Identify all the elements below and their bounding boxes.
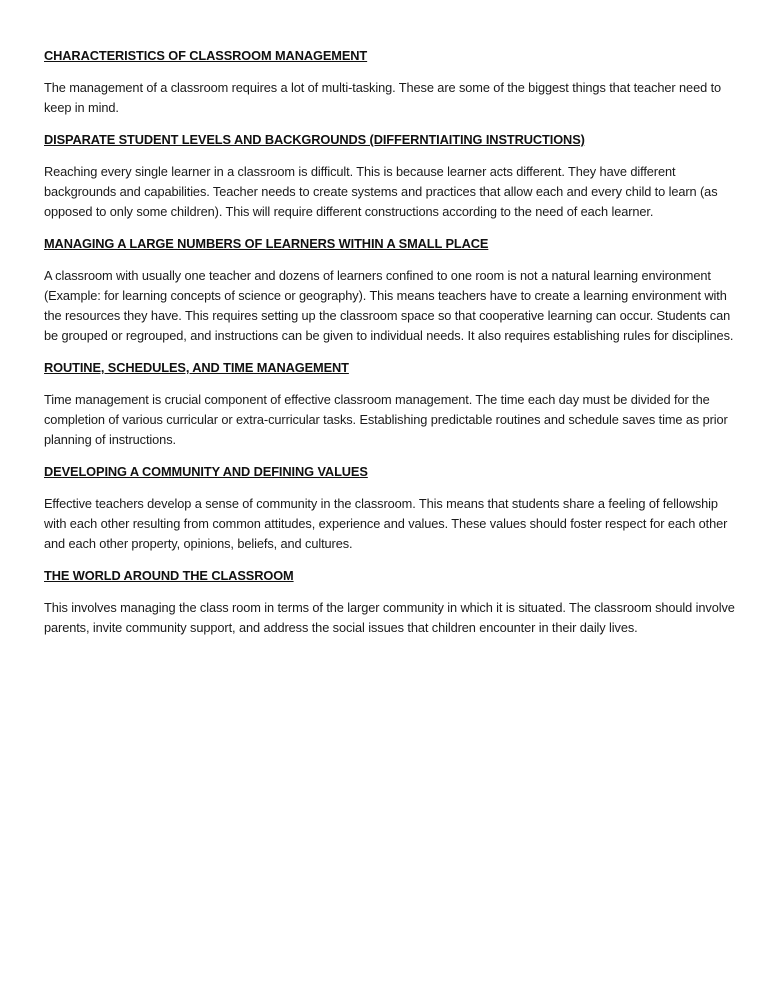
section-paragraph: Reaching every single learner in a classroom is difficult. This is because learner acts different. They have different backgrounds and capabilities. Teacher needs to create systems and practices that allow each and every child to learn (as opposed to only some children). This will require different constructions according to the need of each learner. <box>44 164 718 219</box>
section-managing-learners <box>44 234 743 346</box>
section-developing-community <box>44 462 743 554</box>
section-paragraph: A classroom with usually one teacher and dozens of learners confined to one room is not a natural learning environment (Example: for learning concepts of science or geography). This means teachers have to create a learning environment with the resources they have. This requires setting up the classroom space so that cooperative learning can occur. Students can be grouped or regrouped, and instructions can be given to individual needs. It also requires establishing rules for disciplines. <box>44 268 734 343</box>
section-heading: MANAGING A LARGE NUMBERS OF LEARNERS WITHIN A SMALL PLACE <box>44 236 489 251</box>
section-heading: DEVELOPING A COMMUNITY AND DEFINING VALUES <box>44 464 368 479</box>
section-heading: CHARACTERISTICS OF CLASSROOM MANAGEMENT <box>44 48 368 63</box>
section-heading: ROUTINE, SCHEDULES, AND TIME MANAGEMENT <box>44 360 349 375</box>
section-paragraph: Time management is crucial component of effective classroom management. The time each day must be divided for the completion of various curricular or extra-curricular tasks. Establishing predictable routines and schedule saves time as prior planning of instructions. <box>44 392 728 447</box>
section-heading: THE WORLD AROUND THE CLASSROOM <box>44 568 294 583</box>
section-characteristics <box>44 46 743 118</box>
section-disparate-levels <box>44 130 743 222</box>
section-paragraph: The management of a classroom requires a lot of multi-tasking. These are some of the biggest things that teacher need to keep in mind. <box>44 80 722 115</box>
section-routine-schedules <box>44 358 743 450</box>
section-paragraph: Effective teachers develop a sense of community in the classroom. This means that students share a feeling of fellowship with each other resulting from common attitudes, experience and values. These values should foster respect for each other and each other property, opinions, beliefs, and cultures. <box>44 496 728 551</box>
section-world-around <box>44 566 743 638</box>
section-paragraph: This involves managing the class room in terms of the larger community in which it is situated. The classroom should involve parents, invite community support, and address the social issues that children encounter in their daily lives. <box>44 600 735 635</box>
section-heading: DISPARATE STUDENT LEVELS AND BACKGROUNDS (DIFFERNTIAITING INSTRUCTIONS) <box>44 132 585 147</box>
